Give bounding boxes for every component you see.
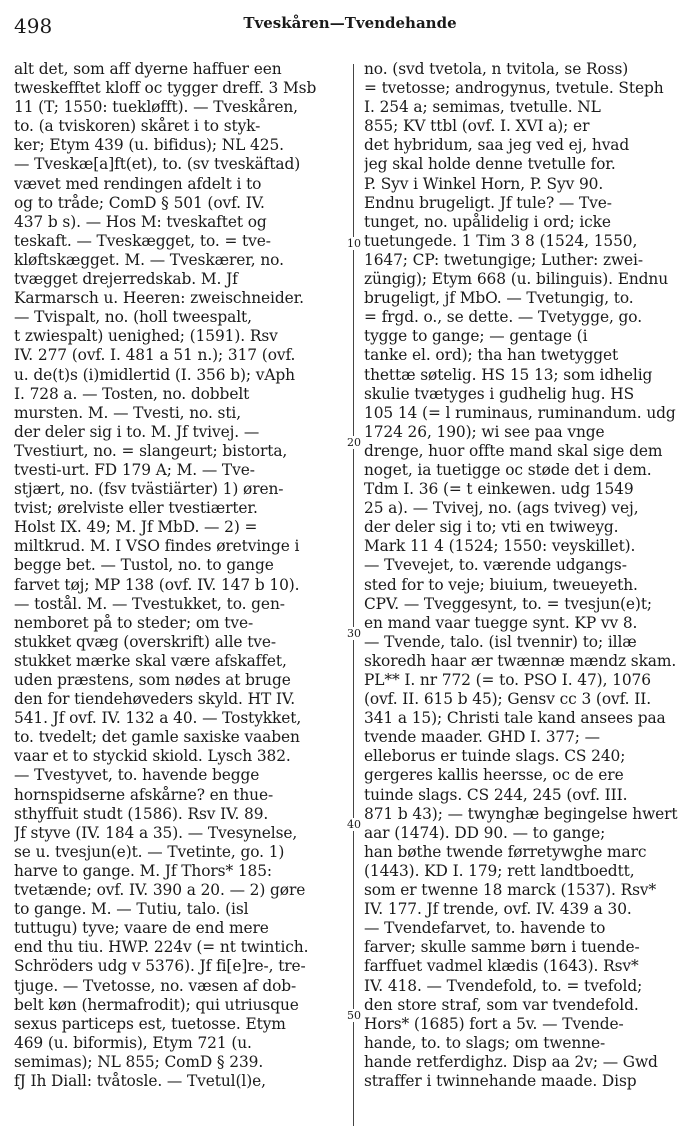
text-line: semimas); NL 855; ComD § 239. [14,1052,264,1071]
text-line: Tdm I. 36 (= t einkewen. udg 1549 [364,480,634,499]
text-line: Mark 11 4 (1524; 1550: veyskillet). [364,537,636,556]
page-header [14,8,686,38]
left-column [14,60,344,1091]
text-line: den store straf, som var tvendefold. [364,995,639,1014]
running-title: Tveskåren—Tvendehande [243,14,457,32]
text-line: 437 b s). — Hos M: tveskaftet og [14,212,267,231]
line-number: 20 [344,436,364,449]
text-line: tvetænde; ovf. IV. 390 a 20. — 2) gøre [14,881,306,900]
page-number: 498 [14,14,53,38]
text-line: stjært, no. (fsv tvästiärter) 1) øren- [14,480,284,499]
text-line: stukket qvæg (overskrift) alle tve- [14,632,277,651]
text-line: — Tvispalt, no. (holl tweespalt, [14,308,252,327]
text-line: tvende maader. GHD I. 377; — [364,728,600,747]
text-line: 871 b 43); — twynghæ begingelse hwert [364,804,678,823]
text-line: — tostål. M. — Tvestukket, to. gen- [14,594,285,613]
text-line: noget, ia tuetigge oc støde det i dem. [364,460,652,479]
text-line: harve to gange. M. Jf Thors* 185: [14,861,273,880]
text-line: — Tvende, talo. (isl tvennir) to; illæ [364,632,637,651]
text-line: teskaft. — Tveskægget, to. = tve- [14,231,271,250]
text-line: tuttugu) tyve; vaare de end mere [14,919,269,938]
text-line: elleborus er tuinde slags. CS 240; [364,747,626,766]
text-line: = tvetosse; androgynus, tvetule. Steph [364,79,664,98]
text-line: (1443). KD I. 179; rett landtboedtt, [364,861,635,880]
text-line: no. (svd tvetola, n tvitola, se Ross) [364,60,629,78]
text-line: drenge, huor offte mand skal sige dem [364,441,663,460]
text-line: (ovf. II. 615 b 45); Gensv cc 3 (ovf. II. [364,690,651,709]
text-line: Jf styve (IV. 184 a 35). — Tvesynelse, [14,823,298,842]
text-line: I. 254 a; semimas, tvetulle. NL [364,98,601,117]
line-number: 10 [344,237,364,250]
text-line: Tvestiurt, no. = slangeurt; bistorta, [14,441,288,460]
text-line: 25 a). — Tvivej, no. (ags tviveg) vej, [364,499,639,518]
text-line: farvet tøj; MP 138 (ovf. IV. 147 b 10). [14,575,300,594]
text-line: belt køn (hermafrodit); qui utriusque [14,995,299,1014]
text-line: der deler sig i to; vti en twiweyg. [364,518,619,537]
text-line: 855; KV ttbl (ovf. I. XVI a); er [364,117,590,136]
text-line: en mand vaar tuegge synt. KP vv 8. [364,613,638,632]
line-number: 50 [344,1009,364,1022]
text-line: IV. 277 (ovf. I. 481 a 51 n.); 317 (ovf. [14,346,296,365]
text-line: 1724 26, 190); wi see paa vnge [364,422,605,441]
text-line: 469 (u. biformis), Etym 721 (u. [14,1033,252,1052]
text-line: Holst IX. 49; M. Jf MbD. — 2) = [14,518,258,537]
text-line: skulie tvætyges i gudhelig hug. HS [364,384,635,403]
text-line: og to tråde; ComD § 501 (ovf. IV. [14,193,265,212]
text-line: 1647; CP: twetungige; Luther: zwei- [364,250,643,269]
text-line: PL** I. nr 772 (= to. PSO I. 47), 1076 [364,671,651,689]
text-line: 11 (T; 1550: tuekløfft). — Tveskåren, [14,98,298,117]
text-line: IV. 177. Jf trende, ovf. IV. 439 a 30. [364,900,632,919]
text-line: sexus particeps est, tuetosse. Etym [14,1014,286,1033]
text-line: tweskefftet kloff oc tygger dreff. 3 Msb [14,79,317,98]
text-line: straffer i twinnehande maade. Disp [364,1071,637,1090]
text-line: stukket mærke skal være afskaffet, [14,651,287,670]
text-line: fJ Ih Diall: tvåtosle. — Tvetul(l)e, [14,1071,266,1090]
text-line: Schröders udg v 5376). Jf fi[e]re-, tre- [14,957,306,976]
text-line: nemboret på to steder; om tve- [14,613,254,632]
text-line: thettæ søtelig. HS 15 13; som idhelig [364,365,653,384]
text-line: mursten. M. — Tvesti, no. sti, [14,403,242,422]
line-number: 30 [344,627,364,640]
text-line: sted for to veje; biuium, tweueyeth. [364,575,638,594]
line-number: 40 [344,818,364,831]
text-line: jeg skal holde denne tvetulle for. [364,155,616,174]
text-line: farver; skulle samme børn i tuende- [364,938,640,957]
text-line: kløftskægget. M. — Tveskærer, no. [14,250,284,269]
text-line: end thu tiu. HWP. 224v (= nt twintich. [14,938,309,957]
text-line: hornspidserne afskårne? en thue- [14,785,274,804]
text-line: 105 14 (= l ruminaus, ruminandum. udg [364,403,676,422]
text-line: I. 728 a. — Tosten, no. dobbelt [14,384,250,403]
text-line: alt det, som aff dyerne haffuer een [14,60,282,78]
right-column [364,60,694,1091]
text-line: tygge to gange; — gentage (i [364,327,588,346]
text-line: t zwiespalt) uenighed; (1591). Rsv [14,327,278,346]
text-line: to gange. M. — Tutiu, talo. (isl [14,900,249,919]
text-line: tvist; ørelviste eller tvestiærter. [14,499,258,518]
text-line: den for tiendehøveders skyld. HT IV. [14,690,296,709]
text-line: tunget, no. upålidelig i ord; icke [364,212,611,231]
text-line: der deler sig i to. M. Jf tvivej. — [14,422,260,441]
text-line: sthyffuit studt (1586). Rsv IV. 89. [14,804,269,823]
text-line: CPV. — Tveggesynt, to. = tvesjun(e)t; [364,594,652,613]
text-line: hande retferdighz. Disp aa 2v; — Gwd [364,1052,658,1071]
text-line: — Tvevejet, to. værende udgangs- [364,556,627,575]
text-line: farffuet vadmel klædis (1643). Rsv* [364,957,639,976]
text-line: = frgd. o., se dette. — Tvetygge, go. [364,308,642,327]
text-line: züngig); Etym 668 (u. bilinguis). Endnu [364,270,669,289]
text-line: aar (1474). DD 90. — to gange; [364,823,606,842]
text-line: — Tveskæ[a]ft(et), to. (sv tveskäftad) [14,155,301,174]
text-line: vævet med rendingen afdelt i to [14,174,262,193]
text-line: se u. tvesjun(e)t. — Tvetinte, go. 1) [14,842,285,861]
text-line: Hors* (1685) fort a 5v. — Tvende- [364,1014,624,1033]
column-divider [353,64,354,1126]
text-line: miltkrud. M. I VSO findes øretvinge i [14,537,300,556]
text-line: tuinde slags. CS 244, 245 (ovf. III. [364,785,628,804]
text-line: u. de(t)s (i)midlertid (I. 356 b); vAph [14,365,295,384]
text-line: Endnu brugeligt. Jf tule? — Tve- [364,193,612,212]
text-line: ker; Etym 439 (u. bifidus); NL 425. [14,136,284,155]
text-line: gergeres kallis heersse, oc de ere [364,766,624,785]
text-line: tanke el. ord); tha han twetygget [364,346,619,365]
text-line: skoredh haar ær twænnæ mændz skam. [364,651,677,670]
text-line: to. tvedelt; det gamle saxiske vaaben [14,728,300,747]
text-line: tjuge. — Tvetosse, no. væsen af dob- [14,976,297,995]
text-line: tuetungede. 1 Tim 3 8 (1524, 1550, [364,231,638,250]
text-line: Karmarsch u. Heeren: zweischneider. [14,289,304,308]
text-line: som er twenne 18 marck (1537). Rsv* [364,881,657,900]
text-line: to. (a tviskoren) skåret i to styk- [14,117,261,136]
text-line: uden præstens, som nødes at bruge [14,671,291,689]
text-line: vaar et to styckid skiold. Lysch 382. [14,747,291,766]
text-line: hande, to. to slags; om twenne- [364,1033,606,1052]
text-line: 341 a 15); Christi tale kand ansees paa [364,709,666,728]
text-line: IV. 418. — Tvendefold, to. = tvefold; [364,976,643,995]
text-line: — Tvendefarvet, to. havende to [364,919,606,938]
text-line: — Tvestyvet, to. havende begge [14,766,260,785]
text-line: tvesti-urt. FD 179 A; M. — Tve- [14,460,255,479]
text-line: P. Syv i Winkel Horn, P. Syv 90. [364,174,604,193]
text-line: begge bet. — Tustol, no. to gange [14,556,274,575]
text-line: han bøthe twende førretywghe marc [364,842,647,861]
text-line: 541. Jf ovf. IV. 132 a 40. — Tostykket, [14,709,302,728]
text-line: tvægget drejerredskab. M. Jf [14,270,238,289]
text-line: brugeligt, jf MbO. — Tvetungig, to. [364,289,634,308]
text-line: det hybridum, saa jeg ved ej, hvad [364,136,630,155]
